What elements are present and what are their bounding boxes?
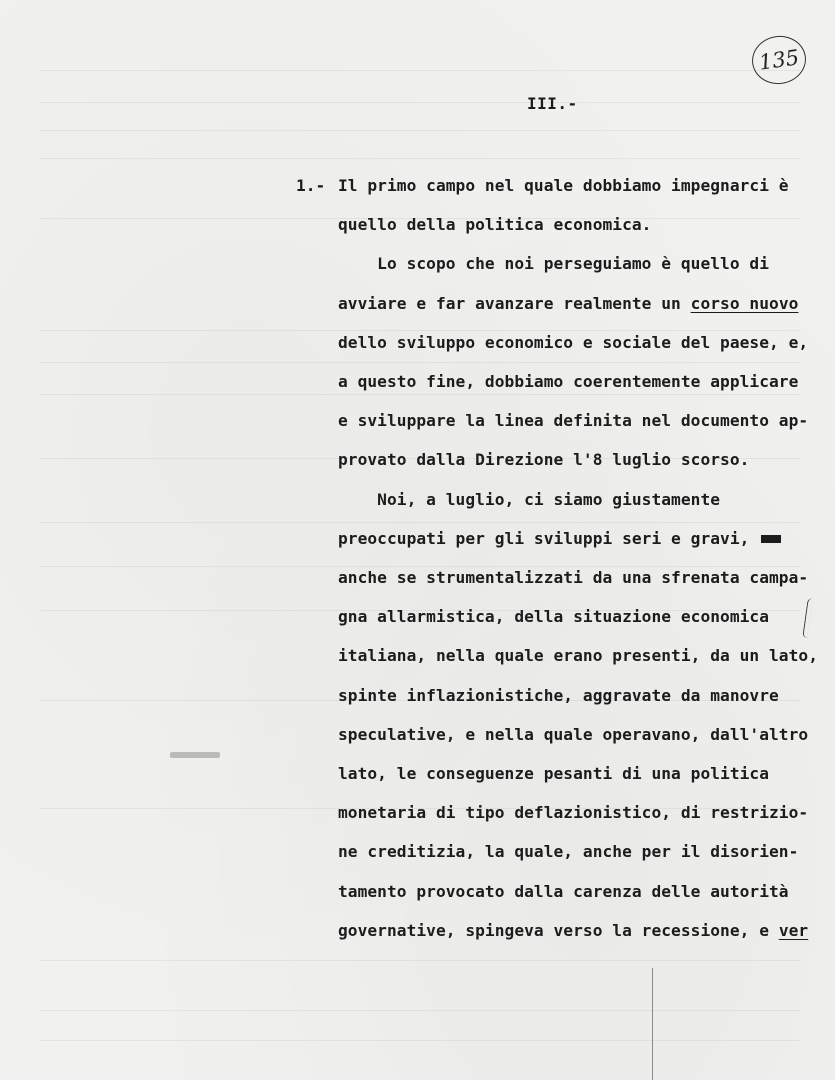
- line-text: monetaria di tipo deflazionistico, di restrizio-: [338, 803, 809, 823]
- page-number: 135: [749, 32, 809, 87]
- text-line: [338, 450, 749, 469]
- line-text: gna allarmistica, della situazione economica: [338, 607, 770, 627]
- text-line: [338, 725, 808, 744]
- line-text: provato dalla Direzione l'8 luglio scorso.: [338, 450, 750, 470]
- item-number: 1.-: [296, 176, 326, 195]
- section-heading: III.-: [527, 94, 578, 113]
- text-line: [338, 529, 781, 548]
- text-line: [338, 921, 808, 940]
- underlined-text: ver: [778, 920, 809, 940]
- line-text: e sviluppare la linea definita nel documento ap-: [338, 411, 809, 431]
- line-text: ne creditizia, la quale, anche per il disorien-: [338, 842, 799, 862]
- text-line: [338, 372, 798, 391]
- margin-rule: [652, 968, 653, 1080]
- line-text: dello sviluppo economico e sociale del paese, e,: [338, 332, 809, 352]
- line-text: anche se strumentalizzati da una sfrenata campa-: [338, 568, 809, 587]
- text-line: [338, 490, 720, 509]
- text-line: [338, 607, 769, 626]
- line-text: Il primo campo nel quale dobbiamo impegnarci è: [338, 176, 789, 195]
- line-text: lato, le conseguenze pesanti di una politica: [338, 764, 770, 783]
- line-text: Noi, a luglio, ci siamo giustamente: [338, 489, 721, 509]
- struck-out-mark: [761, 535, 781, 543]
- margin-bracket-mark: [802, 598, 813, 638]
- line-text: italiana, nella quale erano presenti, da un lato,: [338, 646, 818, 666]
- text-line: [338, 176, 789, 195]
- margin-mark: [170, 752, 220, 758]
- text-line: [338, 646, 818, 665]
- text-line: [338, 568, 808, 587]
- underlined-text: corso nuovo: [690, 293, 799, 313]
- text-line: [338, 803, 808, 822]
- line-text: speculative, e nella quale operavano, dall'altro: [338, 724, 809, 744]
- line-text: spinte inflazionistiche, aggravate da manovre: [338, 685, 779, 705]
- line-text: avviare e far avanzare realmente un: [338, 293, 691, 313]
- line-text: tamento provocato dalla carenza delle autorità: [338, 881, 789, 901]
- text-line: [338, 882, 789, 901]
- line-text: Lo scopo che noi perseguiamo è quello di: [338, 254, 770, 274]
- text-line: [338, 333, 808, 352]
- text-line: [338, 294, 798, 313]
- text-line: [338, 764, 769, 783]
- text-line: [338, 215, 651, 234]
- text-line: [338, 842, 798, 861]
- line-text: quello della politica economica.: [338, 215, 652, 235]
- line-text: governative, spingeva verso la recessione, e: [338, 920, 779, 940]
- text-line: [338, 254, 769, 273]
- text-line: [338, 411, 808, 430]
- line-text: a questo fine, dobbiamo coerentemente applicare: [338, 372, 799, 391]
- line-text: preoccupati per gli sviluppi seri e gravi,: [338, 528, 760, 548]
- text-line: [338, 686, 779, 705]
